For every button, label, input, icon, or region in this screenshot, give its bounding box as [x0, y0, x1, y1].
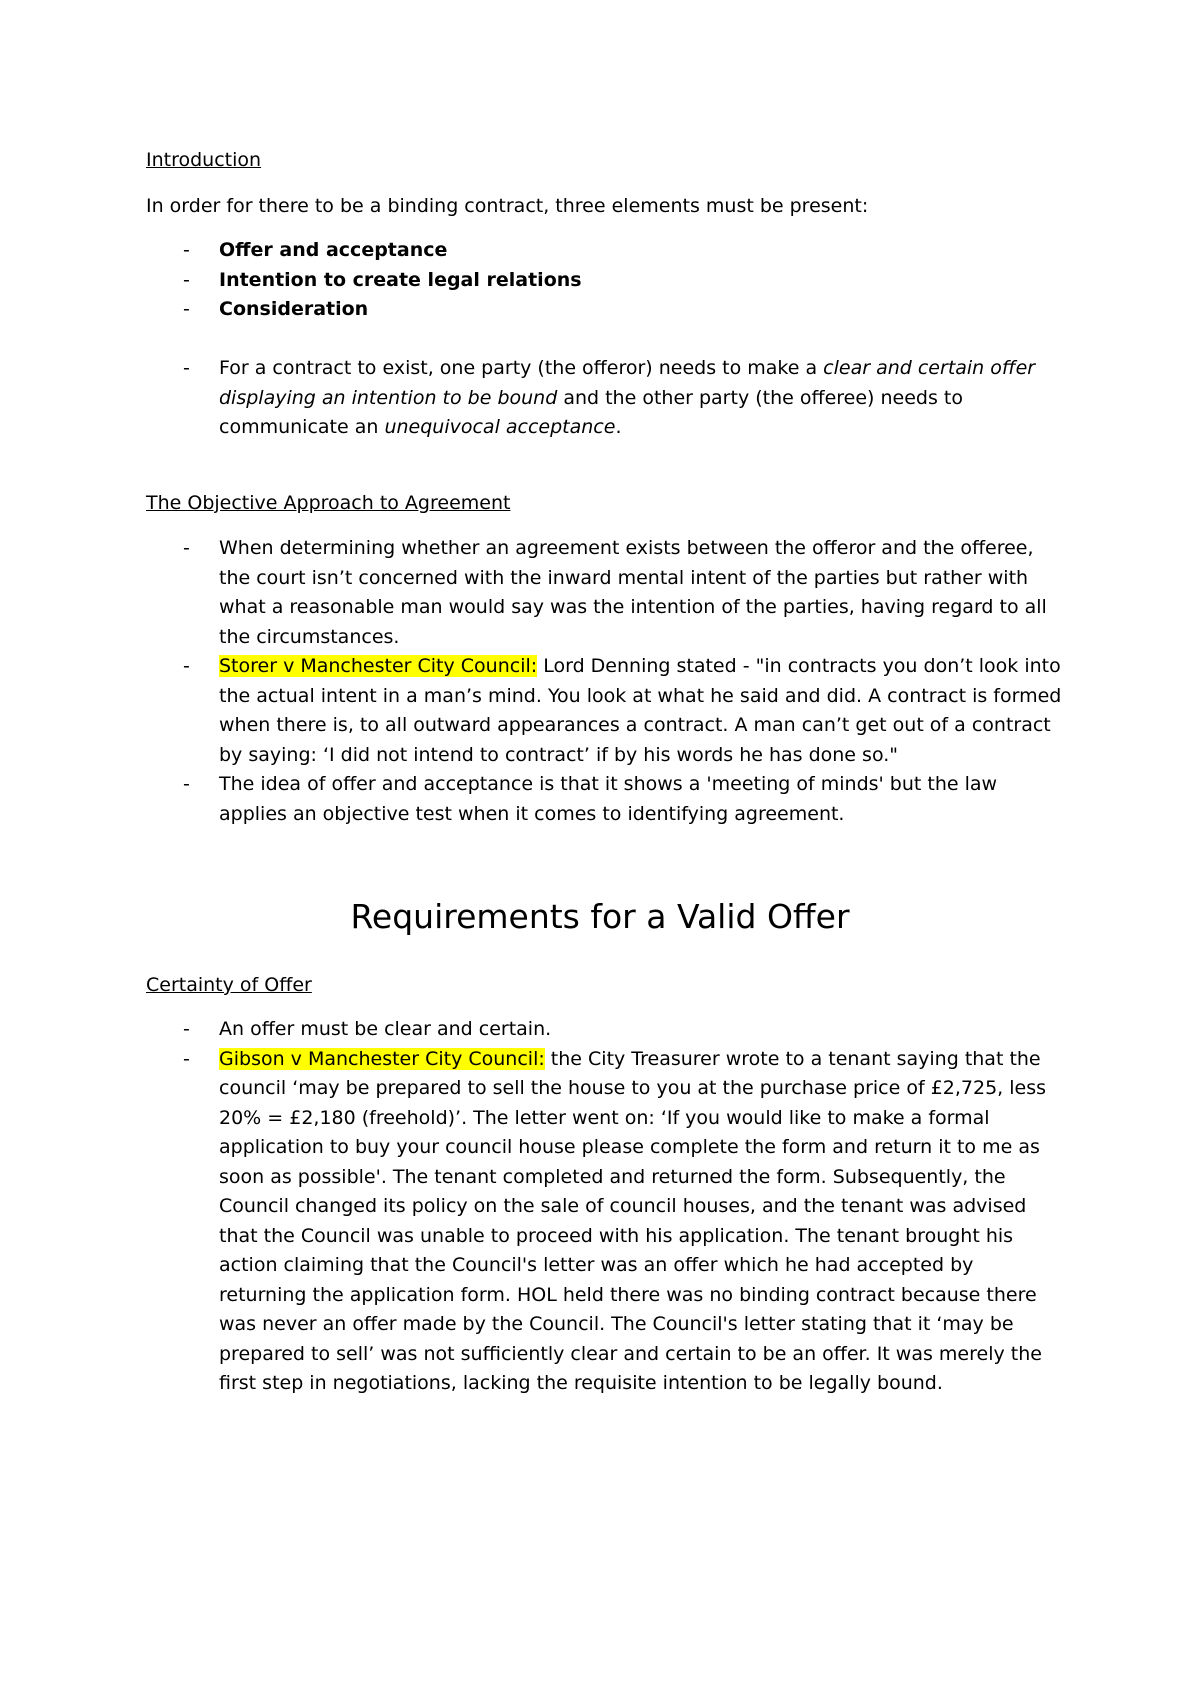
list-item [146, 652, 1066, 770]
list-item [146, 770, 1066, 829]
bullet-dash: - [183, 537, 190, 559]
point-text-2: and the other party (the offeree) needs to communicate an [219, 386, 963, 438]
case-name-storer: Storer v Manchester City Council: [219, 655, 538, 677]
list-item [146, 266, 1066, 296]
certainty-point-2: the City Treasurer wrote to a tenant saying that the council ‘may be prepared to sell the house to you at the purchase price of £2,725, less 20% = £2,180 (freehold)’. The letter went on: ‘If you would like to make a formal application to buy your council house please complete the form and return it to me as soon as possible'. The tenant completed and returned the form. Subsequently, the Council changed its policy on the sale of council houses, and the tenant was advised that the Council was unable to proceed with his application. The tenant brought his action claiming that the Council's letter was an offer which he had accepted by returning the application form. HOL held there was no binding contract because there was never an offer made by the Council. The Council's letter stating that it ‘may be prepared to sell’ was not sufficiently clear and certain to be an offer. It was merely the first step in negotiations, lacking the requisite intention to be legally bound. [219, 1047, 1047, 1394]
point-text-3: . [615, 416, 622, 438]
intro-section [146, 146, 1066, 174]
list-item [146, 1015, 1066, 1045]
elements-list [146, 236, 1066, 325]
list-item [146, 295, 1066, 325]
element-consideration: Consideration [219, 298, 369, 320]
point-text-1: For a contract to exist, one party (the offeror) needs to make a [219, 357, 824, 379]
list-item [146, 534, 1066, 652]
list-item [146, 236, 1066, 266]
bullet-dash: - [183, 268, 190, 291]
section-title: Requirements for a Valid Offer [350, 897, 850, 936]
intro-point [146, 354, 1066, 443]
list-item [146, 1045, 1066, 1399]
certainty-point-1: An offer must be clear and certain. [219, 1018, 552, 1040]
certainty-list [146, 1015, 1066, 1399]
intro-heading: Introduction [146, 149, 262, 171]
bullet-dash: - [183, 1018, 190, 1040]
objective-point-1: When determining whether an agreement exists between the offeror and the offeree, the court isn’t concerned with the inward mental intent of the parties but rather with what a reasonable man would say was the intention of the parties, having regard to all the circumstances. [219, 537, 1047, 648]
bullet-dash: - [183, 655, 190, 677]
point-italic-2: unequivocal acceptance [384, 416, 616, 438]
objective-point-3: The idea of offer and acceptance is that it shows a 'meeting of minds' but the law applies an objective test when it comes to identifying agreement. [219, 773, 998, 825]
intro-lead-text: In order for there to be a binding contract, three elements must be present: [146, 195, 869, 217]
list-item [146, 354, 1066, 443]
intro-lead [146, 192, 1066, 220]
bullet-dash: - [183, 239, 190, 261]
bullet-dash: - [183, 357, 190, 379]
element-offer-acceptance: Offer and acceptance [219, 239, 448, 261]
objective-point-2: Lord Denning stated - "in contracts you don’t look into the actual intent in a man’s mind. You look at what he said and did. A contract is formed when there is, to all outward appearances a contract. A man can’t get out of a contract by saying: ‘I did not intend to contract’ if by his words he has done so." [219, 655, 1062, 766]
certainty-section [146, 971, 1066, 999]
element-intention: Intention to create legal relations [219, 268, 582, 291]
objective-section [146, 489, 1066, 517]
certainty-heading: Certainty of Offer [146, 974, 312, 996]
bullet-dash: - [183, 773, 190, 795]
objective-heading: The Objective Approach to Agreement [146, 492, 511, 514]
point-italic-1: clear and certain offer displaying an intention to be bound [219, 357, 1036, 409]
bullet-dash: - [183, 298, 190, 320]
bullet-dash: - [183, 1047, 190, 1070]
objective-list [146, 534, 1066, 829]
case-name-gibson: Gibson v Manchester City Council: [219, 1047, 545, 1070]
